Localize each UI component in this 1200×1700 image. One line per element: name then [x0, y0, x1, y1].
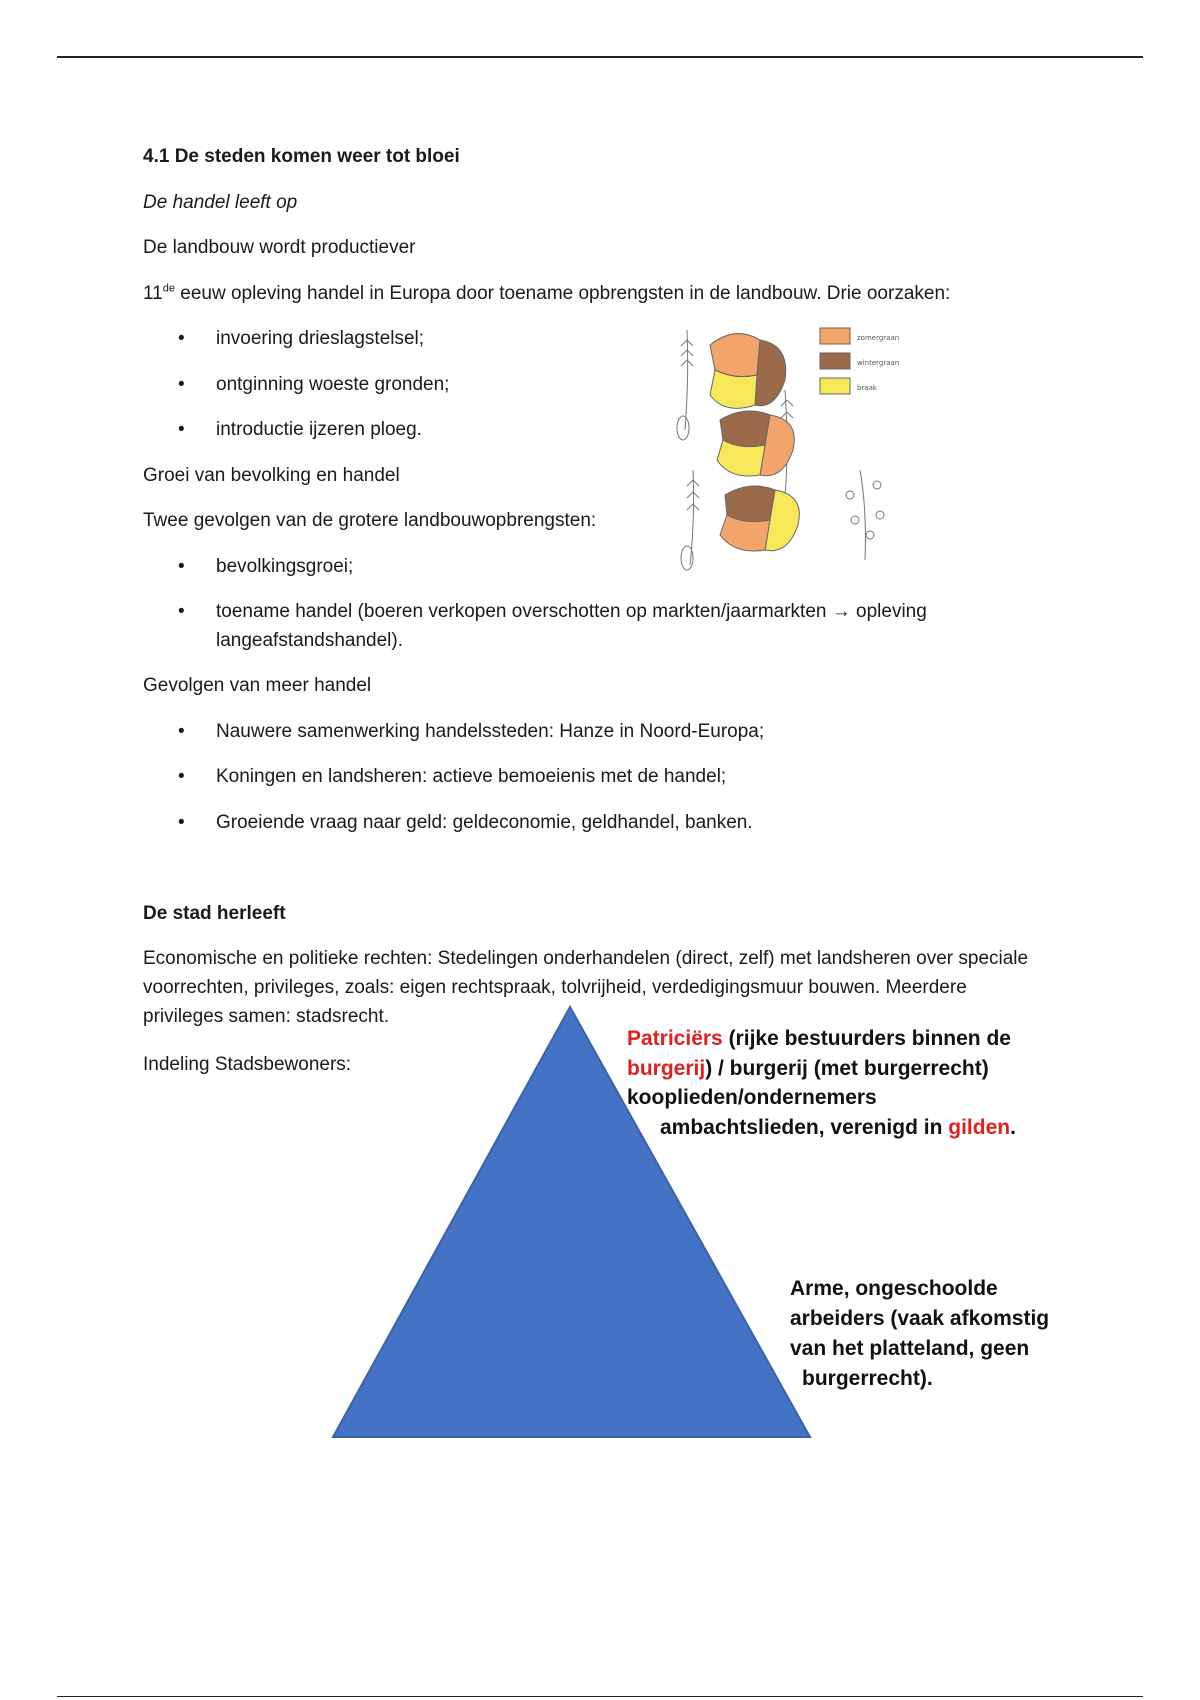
footer-rule: [57, 1696, 1143, 1697]
list-item: bevolkingsgroei;: [216, 556, 354, 577]
effects-intro: Twee gevolgen van de grotere landbouwopbrengsten:: [143, 510, 597, 531]
pyramid-bottom-label-line3: van het platteland, geen: [790, 1337, 1030, 1360]
bullet-dot: •: [178, 812, 185, 833]
legend-label: wintergraan: [857, 359, 900, 367]
subheading: De handel leeft op: [143, 192, 298, 213]
pyramid-top-label-line2: burgerij) / burgerij (met burgerrecht): [627, 1057, 989, 1080]
header-rule: [57, 56, 1143, 58]
legend-swatch: [820, 353, 850, 369]
list-item: toename handel (boeren verkopen overschotten op markten/jaarmarkten → opleving langeafstandshandel).: [216, 601, 927, 651]
more-trade-heading: Gevolgen van meer handel: [143, 675, 372, 696]
oat-plant-icon: [846, 470, 884, 560]
city-paragraph: Economische en politieke rechten: Stedelingen onderhandelen (direct, zelf) met landsheren over speciale voorrechten, privileges, zoals: eigen rechtspraak, tolvrijheid, verdedigingsmuur bouwen. Meerdere privileges samen: stadsrecht.: [143, 948, 1029, 1027]
bullet-dot: •: [178, 328, 185, 349]
line-11de-eeuw: 11de eeuw opleving handel in Europa door toename opbrengsten in de landbouw. Drie oorzaken:: [143, 282, 951, 304]
bullet-dot: •: [178, 419, 185, 440]
bullet-dot: •: [178, 374, 185, 395]
line-landbouw: De landbouw wordt productiever: [143, 237, 416, 258]
section-heading: 4.1 De steden komen weer tot bloei: [143, 146, 460, 167]
field-diagram-1: [710, 334, 786, 409]
field-diagram-3: [720, 486, 799, 551]
wheat-stalk-icon: [681, 470, 699, 570]
pyramid-bottom-label-line2: arbeiders (vaak afkomstig: [790, 1307, 1050, 1330]
three-field-illustration: [665, 320, 915, 575]
legend-label: zomergraan: [857, 334, 900, 342]
legend-label: braak: [857, 384, 877, 392]
growth-heading: Groei van bevolking en handel: [143, 465, 400, 486]
list-item: Nauwere samenwerking handelssteden: Hanze in Noord-Europa;: [216, 721, 765, 742]
pyramid-bottom-label-line4: burgerrecht).: [802, 1367, 933, 1390]
wheat-stalk-icon: [677, 330, 693, 440]
indeling-label: Indeling Stadsbewoners:: [143, 1054, 352, 1075]
field-diagram-2: [717, 411, 794, 476]
bullet-dot: •: [178, 601, 185, 622]
bullet-dot: •: [178, 766, 185, 787]
city-heading: De stad herleeft: [143, 903, 286, 924]
list-item: Koningen en landsheren: actieve bemoeienis met de handel;: [216, 766, 727, 787]
list-item: introductie ijzeren ploeg.: [216, 419, 422, 440]
bullet-dot: •: [178, 556, 185, 577]
legend-swatch: [820, 328, 850, 344]
pyramid-top-label-line1: Patriciërs (rijke bestuurders binnen de: [627, 1027, 1011, 1050]
pyramid-bottom-label-line1: Arme, ongeschoolde: [790, 1277, 998, 1300]
list-item: ontginning woeste gronden;: [216, 374, 450, 395]
pyramid-top-label-line4: ambachtslieden, verenigd in gilden.: [660, 1116, 1016, 1139]
pyramid-top-label-line3: kooplieden/ondernemers: [627, 1086, 877, 1109]
bullet-dot: •: [178, 721, 185, 742]
list-item: Groeiende vraag naar geld: geldeconomie, geldhandel, banken.: [216, 812, 753, 833]
list-item: invoering drieslagstelsel;: [216, 328, 425, 349]
legend-swatch: [820, 378, 850, 394]
